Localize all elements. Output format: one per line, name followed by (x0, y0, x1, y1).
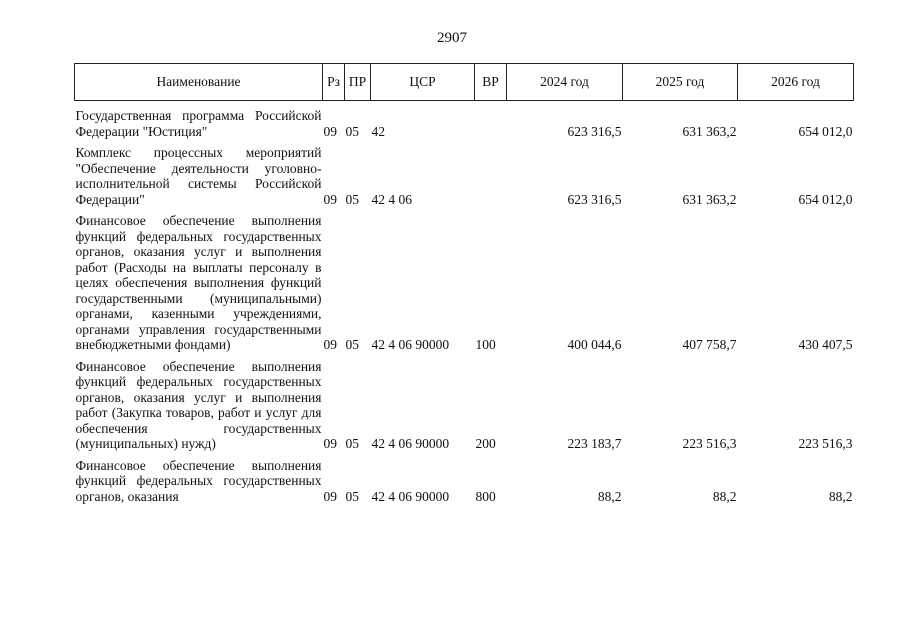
header-pr: ПР (345, 64, 371, 101)
row-2024: 88,2 (597, 488, 622, 504)
row-name: Государственная программа Российской Федерации "Юстиция" (75, 108, 322, 139)
row-vr: 100 (475, 337, 496, 352)
row-vr (475, 145, 507, 213)
header-row (75, 64, 854, 101)
row-pr: 05 (345, 123, 359, 139)
row-csr: 42 4 06 (371, 191, 412, 207)
header-name: Наименование (75, 64, 323, 101)
row-2025: 88,2 (712, 488, 737, 504)
row-pr: 05 (345, 337, 359, 352)
row-pr: 05 (345, 191, 359, 207)
row-2026: 654 012,0 (798, 191, 853, 207)
table-row (75, 213, 854, 359)
row-2025: 631 363,2 (682, 191, 737, 207)
row-rz: 09 (323, 488, 337, 504)
row-name: Финансовое обеспечение выполнения функций федеральных государственных органов, оказания услуг и выполнения работ (Расходы на выплаты персоналу в целях обеспечения выполнения функций государственными (муниципальными) органами, казенными учреждениями, органами управления государственными внебюджетными фондами) (75, 213, 322, 352)
row-name: Финансовое обеспечение выполнения функций федеральных государственных органов, оказания (75, 457, 322, 504)
row-vr (475, 101, 507, 146)
row-rz: 09 (323, 123, 337, 139)
row-vr: 200 (475, 436, 496, 451)
header-2024: 2024 год (507, 64, 623, 101)
table-row (75, 101, 854, 146)
table-row (75, 458, 854, 511)
row-rz: 09 (323, 337, 337, 352)
header-rz: Рз (323, 64, 345, 101)
row-csr: 42 (371, 123, 385, 139)
row-2024: 623 316,5 (567, 191, 622, 207)
row-pr: 05 (345, 488, 359, 504)
budget-table (74, 63, 854, 510)
table-row (75, 359, 854, 458)
row-2026: 88,2 (828, 488, 853, 504)
page-number: 2907 (437, 30, 467, 46)
row-2025: 223 516,3 (682, 436, 737, 451)
header-2026: 2026 год (738, 64, 854, 101)
row-rz: 09 (323, 436, 337, 451)
row-rz: 09 (323, 191, 337, 207)
table-row (75, 145, 854, 213)
row-2025: 407 758,7 (682, 337, 737, 352)
header-csr: ЦСР (371, 64, 475, 101)
row-name: Комплекс процессных мероприятий "Обеспечение деятельности уголовно-исполнительной системы Российской Федерации" (75, 145, 322, 207)
row-2025: 631 363,2 (682, 123, 737, 139)
row-2026: 430 407,5 (798, 337, 853, 352)
row-csr: 42 4 06 90000 (371, 436, 450, 451)
row-2024: 223 183,7 (567, 436, 622, 451)
row-2024: 623 316,5 (567, 123, 622, 139)
row-pr: 05 (345, 436, 359, 451)
row-vr: 800 (475, 488, 496, 504)
row-2024: 400 044,6 (567, 337, 622, 352)
row-csr: 42 4 06 90000 (371, 337, 450, 352)
row-2026: 223 516,3 (798, 436, 853, 451)
header-vr: ВР (475, 64, 507, 101)
header-2025: 2025 год (623, 64, 738, 101)
row-csr: 42 4 06 90000 (371, 488, 450, 504)
row-2026: 654 012,0 (798, 123, 853, 139)
row-name: Финансовое обеспечение выполнения функций федеральных государственных органов, оказания услуг и выполнения работ (Закупка товаров, работ и услуг для обеспечения государственных (муниципальных) нужд) (75, 358, 322, 451)
